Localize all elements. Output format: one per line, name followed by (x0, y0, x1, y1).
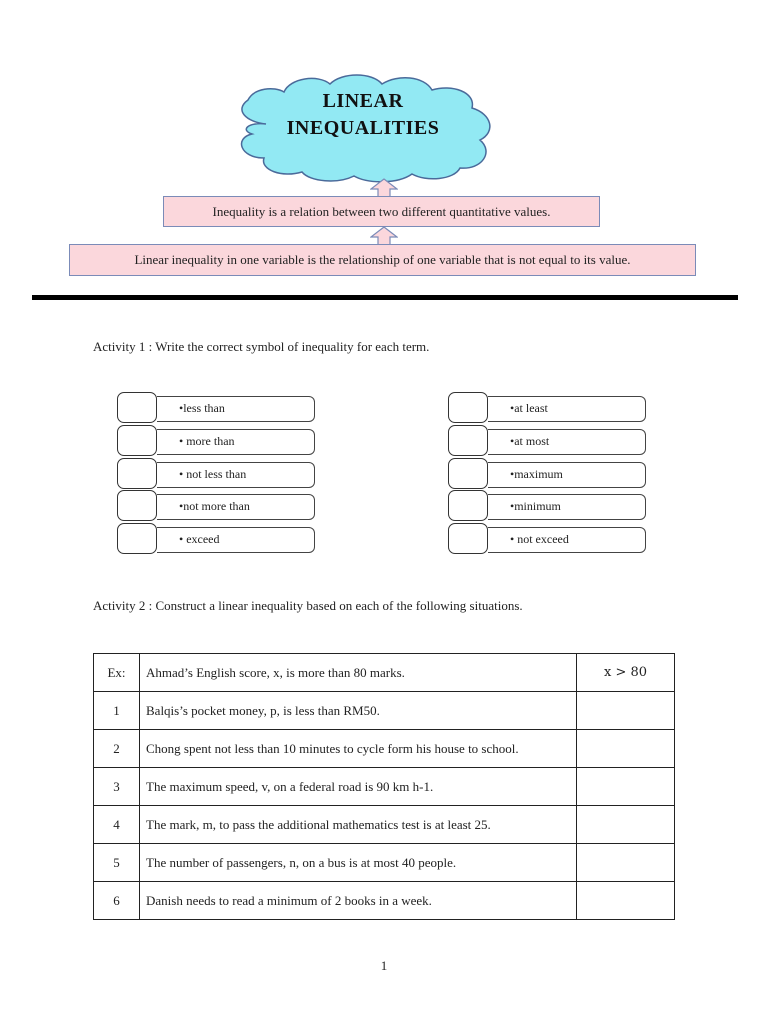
situation-text: Balqis’s pocket money, p, is less than RM50. (140, 692, 577, 730)
term-row (448, 525, 648, 553)
table-row (94, 844, 675, 882)
situation-text: Ahmad’s English score, x, is more than 80 marks. (140, 654, 577, 692)
answer-cell[interactable] (577, 730, 675, 768)
activity-2-instruction: Activity 2 : Construct a linear inequality based on each of the following situations. (93, 598, 523, 613)
row-number: 3 (94, 768, 140, 806)
title-line-2: INEQUALITIES (286, 117, 440, 139)
symbol-answer-box[interactable] (448, 523, 488, 554)
symbol-answer-box[interactable] (117, 458, 157, 489)
row-number: 5 (94, 844, 140, 882)
row-number: 4 (94, 806, 140, 844)
term-row (117, 427, 317, 455)
situation-text: Danish needs to read a minimum of 2 books in a week. (140, 882, 577, 920)
term-row (448, 427, 648, 455)
term-row (448, 492, 648, 520)
linear-inequality-definition: Linear inequality in one variable is the relationship of one variable that is not equal to its value. (69, 244, 696, 276)
symbol-answer-box[interactable] (448, 425, 488, 456)
term-label: • not exceed (488, 527, 646, 553)
term-label: • more than (157, 429, 315, 455)
row-number: Ex: (94, 654, 140, 692)
situation-text: The maximum speed, v, on a federal road is 90 km h-1. (140, 768, 577, 806)
situation-text: The number of passengers, n, on a bus is at most 40 people. (140, 844, 577, 882)
symbol-answer-box[interactable] (117, 523, 157, 554)
up-arrow-icon (370, 178, 398, 198)
answer-cell[interactable] (577, 768, 675, 806)
term-row (117, 492, 317, 520)
table-row (94, 882, 675, 920)
symbol-answer-box[interactable] (448, 392, 488, 423)
situation-text: The mark, m, to pass the additional mathematics test is at least 25. (140, 806, 577, 844)
term-label: •minimum (488, 494, 646, 520)
term-label: •maximum (488, 462, 646, 488)
activity-1-instruction: Activity 1 : Write the correct symbol of inequality for each term. (93, 339, 430, 354)
symbol-answer-box[interactable] (117, 490, 157, 521)
title-line-1: LINEAR (322, 90, 404, 112)
term-label: • exceed (157, 527, 315, 553)
section-divider (32, 295, 738, 300)
situations-table (93, 653, 675, 920)
row-number: 2 (94, 730, 140, 768)
answer-cell[interactable]: x > 80 (577, 654, 675, 692)
term-label: •not more than (157, 494, 315, 520)
term-row (448, 394, 648, 422)
symbol-answer-box[interactable] (117, 425, 157, 456)
term-label: •less than (157, 396, 315, 422)
answer-cell[interactable] (577, 692, 675, 730)
up-arrow-icon (370, 226, 398, 246)
symbol-answer-box[interactable] (448, 490, 488, 521)
row-number: 6 (94, 882, 140, 920)
inequality-definition: Inequality is a relation between two different quantitative values. (163, 196, 600, 227)
symbol-answer-box[interactable] (448, 458, 488, 489)
answer-cell[interactable] (577, 844, 675, 882)
situation-text: Chong spent not less than 10 minutes to cycle form his house to school. (140, 730, 577, 768)
page-number: 1 (380, 958, 388, 973)
term-label: • not less than (157, 462, 315, 488)
table-row (94, 730, 675, 768)
term-label: •at most (488, 429, 646, 455)
table-row (94, 806, 675, 844)
term-row (117, 394, 317, 422)
table-row (94, 654, 675, 692)
page-title (226, 88, 500, 142)
table-row (94, 692, 675, 730)
symbol-answer-box[interactable] (117, 392, 157, 423)
table-row (94, 768, 675, 806)
answer-cell[interactable] (577, 882, 675, 920)
term-row (448, 460, 648, 488)
term-row (117, 525, 317, 553)
term-label: •at least (488, 396, 646, 422)
row-number: 1 (94, 692, 140, 730)
answer-cell[interactable] (577, 806, 675, 844)
term-row (117, 460, 317, 488)
